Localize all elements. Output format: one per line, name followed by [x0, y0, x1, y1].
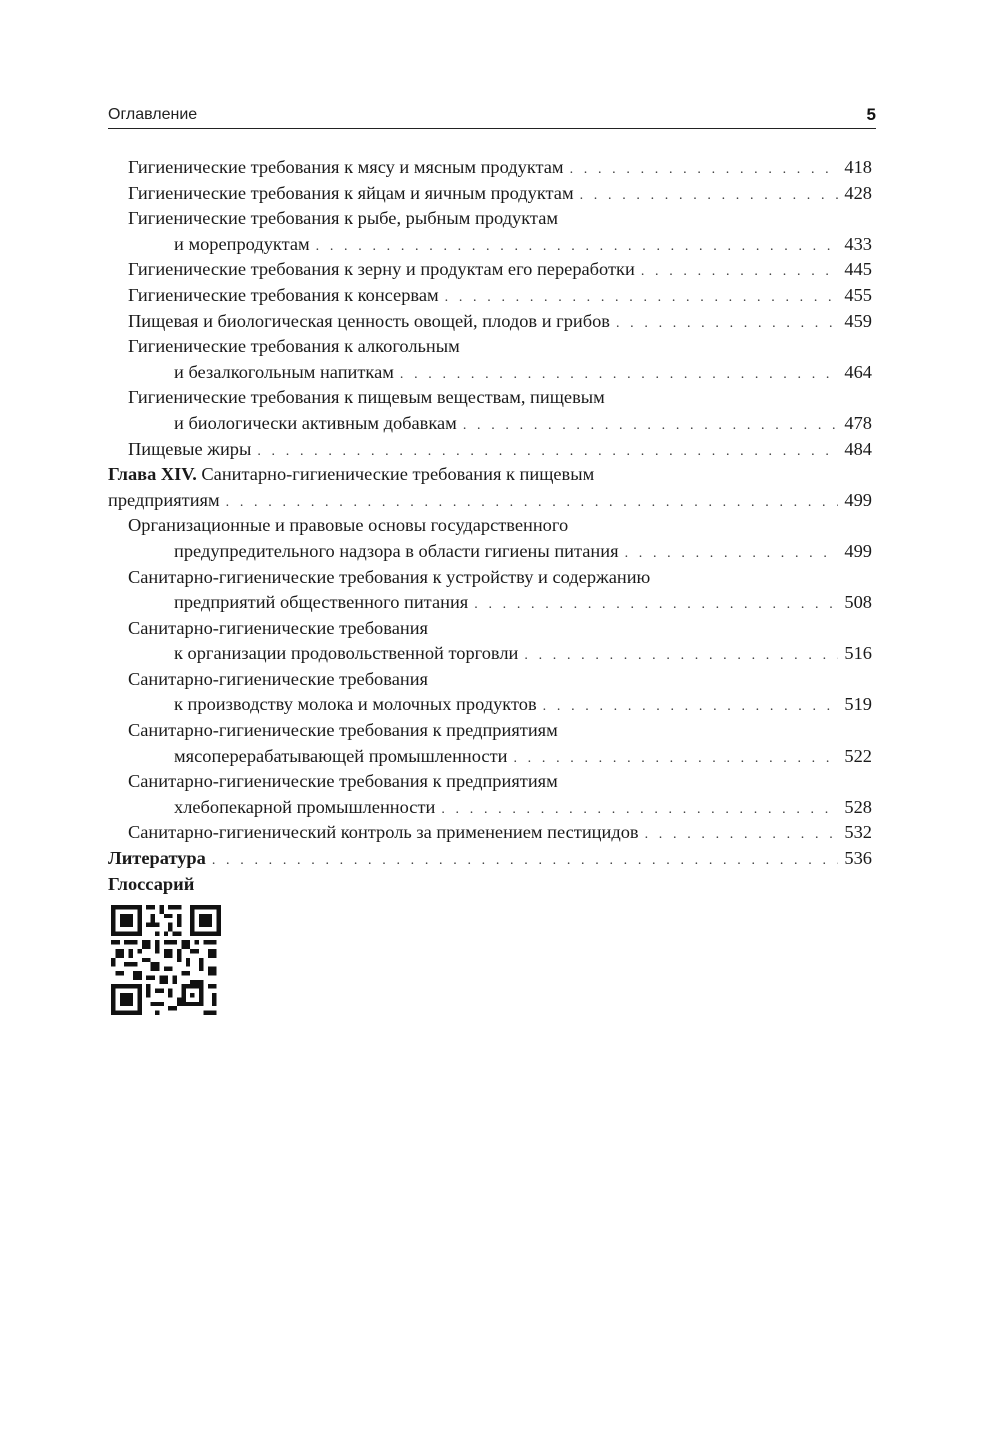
dot-leader: [645, 822, 839, 846]
chapter-number: Глава XIV.: [108, 464, 197, 485]
toc-entry-heading[interactable]: Санитарно-гигиенические требования: [128, 668, 428, 689]
dot-leader: [316, 234, 839, 258]
qr-code-icon[interactable]: [111, 905, 221, 1015]
toc-page-number: 455: [844, 284, 872, 305]
toc-entry[interactable]: и безалкогольным напиткам . . . 464: [108, 360, 872, 386]
dot-leader: [445, 285, 839, 309]
dot-leader: [257, 439, 838, 463]
toc-entry[interactable]: к производству молока и молочных продуктов . . . 519: [108, 692, 872, 718]
dot-leader: [226, 490, 839, 514]
toc-entry[interactable]: Гигиенические требования к зерну и продуктам его переработки . . . 445: [108, 257, 872, 283]
dot-leader: [400, 362, 839, 386]
table-of-contents: [108, 155, 872, 897]
toc-entry[interactable]: Санитарно-гигиенический контроль за применением пестицидов . . . 532: [108, 820, 872, 846]
toc-page-number: 508: [844, 592, 872, 613]
dot-leader: [570, 157, 839, 181]
toc-page-number: 499: [844, 489, 872, 510]
toc-entry-heading[interactable]: Гигиенические требования к рыбе, рыбным продуктам: [128, 208, 558, 229]
page-number: 5: [866, 105, 876, 124]
toc-page-number: 519: [844, 694, 872, 715]
toc-page-number: 516: [844, 643, 872, 664]
toc-entry-glossary[interactable]: Глоссарий: [108, 873, 195, 894]
toc-entry-heading[interactable]: Гигиенические требования к алкогольным: [128, 336, 460, 357]
toc-entry[interactable]: Гигиенические требования к мясу и мясным продуктам . . . 418: [108, 155, 872, 181]
toc-entry[interactable]: мясоперерабатывающей промышленности . . . 522: [108, 744, 872, 770]
toc-entry[interactable]: Пищевые жиры . . . 484: [108, 437, 872, 463]
toc-page-number: 445: [844, 259, 872, 280]
dot-leader: [580, 183, 839, 207]
chapter-title: Санитарно-гигиенические требования к пищевым: [196, 464, 595, 485]
dot-leader: [212, 848, 839, 872]
toc-entry-literature[interactable]: Литература . . . 536: [108, 846, 872, 872]
toc-entry[interactable]: хлебопекарной промышленности . . . 528: [108, 795, 872, 821]
toc-page-number: 418: [844, 157, 872, 177]
toc-entry-heading[interactable]: Санитарно-гигиенические требования к предприятиям: [128, 720, 558, 741]
toc-page-number: 532: [844, 822, 872, 843]
toc-entry[interactable]: Гигиенические требования к яйцам и яичным продуктам . . . 428: [108, 181, 872, 207]
dot-leader: [441, 797, 838, 821]
toc-page-number: 528: [844, 796, 872, 817]
dot-leader: [463, 413, 839, 437]
toc-page-number: 536: [844, 848, 872, 869]
toc-entry-heading[interactable]: Организационные и правовые основы государственного: [128, 515, 569, 536]
dot-leader: [543, 694, 839, 718]
toc-page-number: 459: [844, 310, 872, 331]
section-title: Оглавление: [108, 106, 198, 123]
toc-entry[interactable]: и морепродуктам . . . 433: [108, 232, 872, 258]
toc-page-number: 464: [844, 361, 872, 382]
dot-leader: [616, 311, 838, 335]
toc-entry[interactable]: предупредительного надзора в области гигиены питания . . . 499: [108, 539, 872, 565]
toc-entry-heading[interactable]: Санитарно-гигиенические требования: [128, 617, 428, 638]
toc-page-number: 428: [844, 182, 872, 203]
toc-entry[interactable]: Гигиенические требования к консервам . . . 455: [108, 283, 872, 309]
running-header: [108, 104, 876, 129]
toc-page-number: 484: [844, 438, 872, 459]
dot-leader: [641, 259, 839, 283]
toc-entry[interactable]: к организации продовольственной торговли . . . 516: [108, 641, 872, 667]
toc-entry[interactable]: предприятий общественного питания . . . 508: [108, 590, 872, 616]
toc-entry[interactable]: и биологически активным добавкам . . . 478: [108, 411, 872, 437]
toc-entry-heading[interactable]: Санитарно-гигиенические требования к устройству и содержанию: [128, 566, 651, 587]
dot-leader: [625, 541, 839, 565]
toc-page-number: 433: [844, 233, 872, 254]
toc-chapter-heading[interactable]: [108, 462, 872, 488]
toc-entry-heading[interactable]: Гигиенические требования к пищевым веществам, пищевым: [128, 387, 605, 408]
toc-entry-heading[interactable]: Санитарно-гигиенические требования к предприятиям: [128, 771, 558, 792]
toc-page-number: 522: [844, 745, 872, 766]
toc-entry[interactable]: Пищевая и биологическая ценность овощей, плодов и грибов . . . 459: [108, 309, 872, 335]
dot-leader: [474, 592, 838, 616]
toc-entry[interactable]: предприятиям . . . 499: [108, 488, 872, 514]
dot-leader: [513, 746, 838, 770]
toc-page-number: 478: [844, 412, 872, 433]
dot-leader: [524, 643, 838, 667]
toc-page-number: 499: [844, 540, 872, 561]
